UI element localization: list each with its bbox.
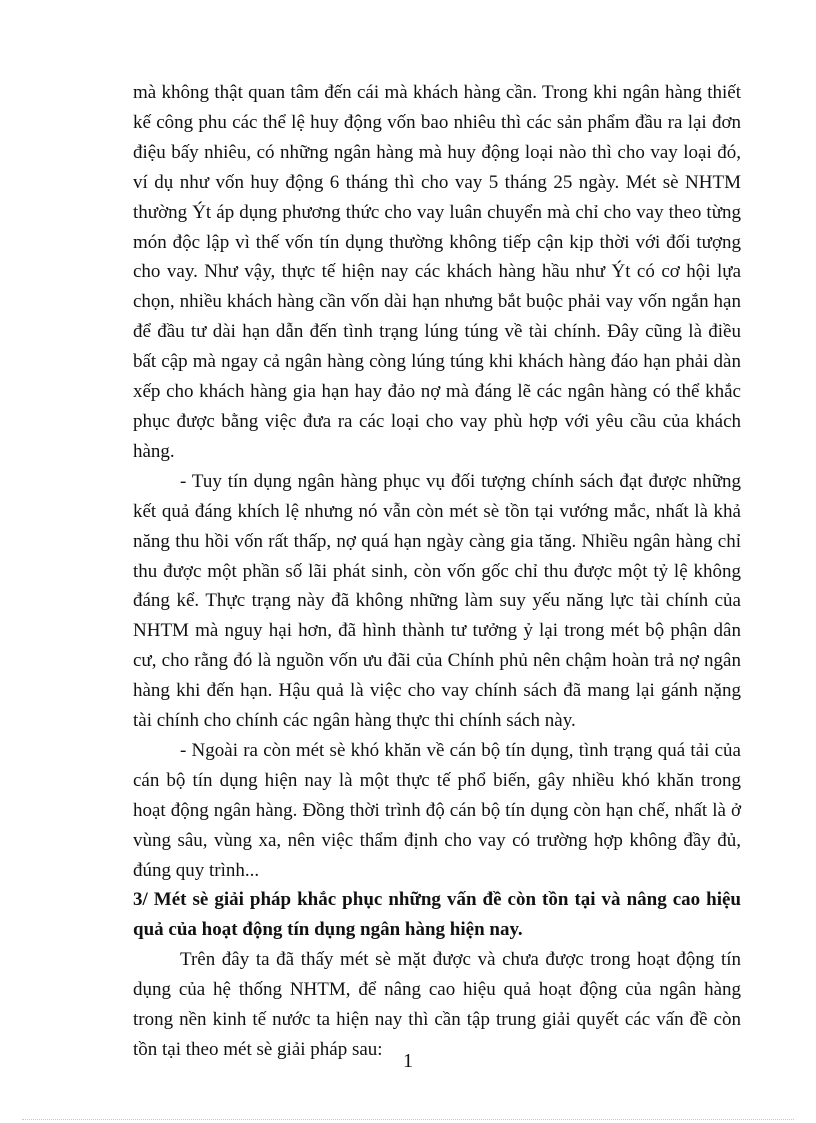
page-bottom-divider xyxy=(22,1119,794,1120)
paragraph-lending-products: mà không thật quan tâm đến cái mà khách hàng cần. Trong khi ngân hàng thiết kế công phu các thể lệ huy động vốn bao nhiêu thì các sản phẩm đầu ra lại đơn điệu bấy nhiêu, có những ngân hàng mà huy động loại nào thì cho vay loại đó, ví dụ như vốn huy động 6 tháng thì cho vay 5 tháng 25 ngày. Mét sè NHTM thường Ýt áp dụng phương thức cho vay luân chuyển mà chỉ cho vay theo từng món độc lập vì thế vốn tín dụng thường không tiếp cận kịp thời với đối tượng cho vay. Như vậy, thực tế hiện nay các khách hàng hầu như Ýt có cơ hội lựa chọn, nhiều khách hàng cần vốn dài hạn nhưng bắt buộc phải vay vốn ngắn hạn để đầu tư dài hạn dẫn đến tình trạng lúng túng về tài chính. Đây cũng là điều bất cập mà ngay cả ngân hàng còng lúng túng khi khách hàng đáo hạn phải dàn xếp cho khách hàng gia hạn hay đảo nợ mà đáng lẽ các ngân hàng có thể khắc phục được bằng việc đưa ra các loại cho vay phù hợp với yêu cầu của khách hàng. xyxy=(133,82,741,462)
page-number: 1 xyxy=(403,1050,413,1072)
section-heading: 3/ Mét sè giải pháp khắc phục những vấn đề còn tồn tại và nâng cao hiệu quả của hoạt động tín dụng ngân hàng hiện nay. xyxy=(133,889,741,941)
document-body xyxy=(133,78,741,1065)
paragraph-policy-credit: - Tuy tín dụng ngân hàng phục vụ đối tượng chính sách đạt được những kết quả đáng khích lệ nhưng nó vẫn còn mét sè tồn tại vướng mắc, nhất là khả năng thu hồi vốn rất thấp, nợ quá hạn ngày càng gia tăng. Nhiều ngân hàng chỉ thu được một phần số lãi phát sinh, còn vốn gốc chỉ thu được một tỷ lệ không đáng kể. Thực trạng này đã không những làm suy yếu năng lực tài chính của NHTM mà nguy hại hơn, đã hình thành tư tưởng ỷ lại trong mét bộ phận dân cư, cho rằng đó là nguồn vốn ưu đãi của Chính phủ nên chậm hoàn trả nợ ngân hàng khi đến hạn. Hậu quả là việc cho vay chính sách đã mang lại gánh nặng tài chính cho chính các ngân hàng thực thi chính sách này. xyxy=(133,470,741,732)
paragraph-credit-staff: - Ngoài ra còn mét sè khó khăn về cán bộ tín dụng, tình trạng quá tải của cán bộ tín dụng hiện nay là một thực tế phổ biến, gây nhiều khó khăn trong hoạt động ngân hàng. Đồng thời trình độ cán bộ tín dụng còn hạn chế, nhất là ở vùng sâu, vùng xa, nên việc thẩm định cho vay có trường hợp không đầy đủ, đúng quy trình... xyxy=(133,739,741,881)
paragraph-solutions-intro: Trên đây ta đã thấy mét sè mặt được và chưa được trong hoạt động tín dụng của hệ thống NHTM, để nâng cao hiệu quả hoạt động của ngân hàng trong nền kinh tế nước ta hiện nay thì cần tập trung giải quyết các vấn đề còn tồn tại theo mét sè giải pháp sau: xyxy=(133,949,741,1060)
